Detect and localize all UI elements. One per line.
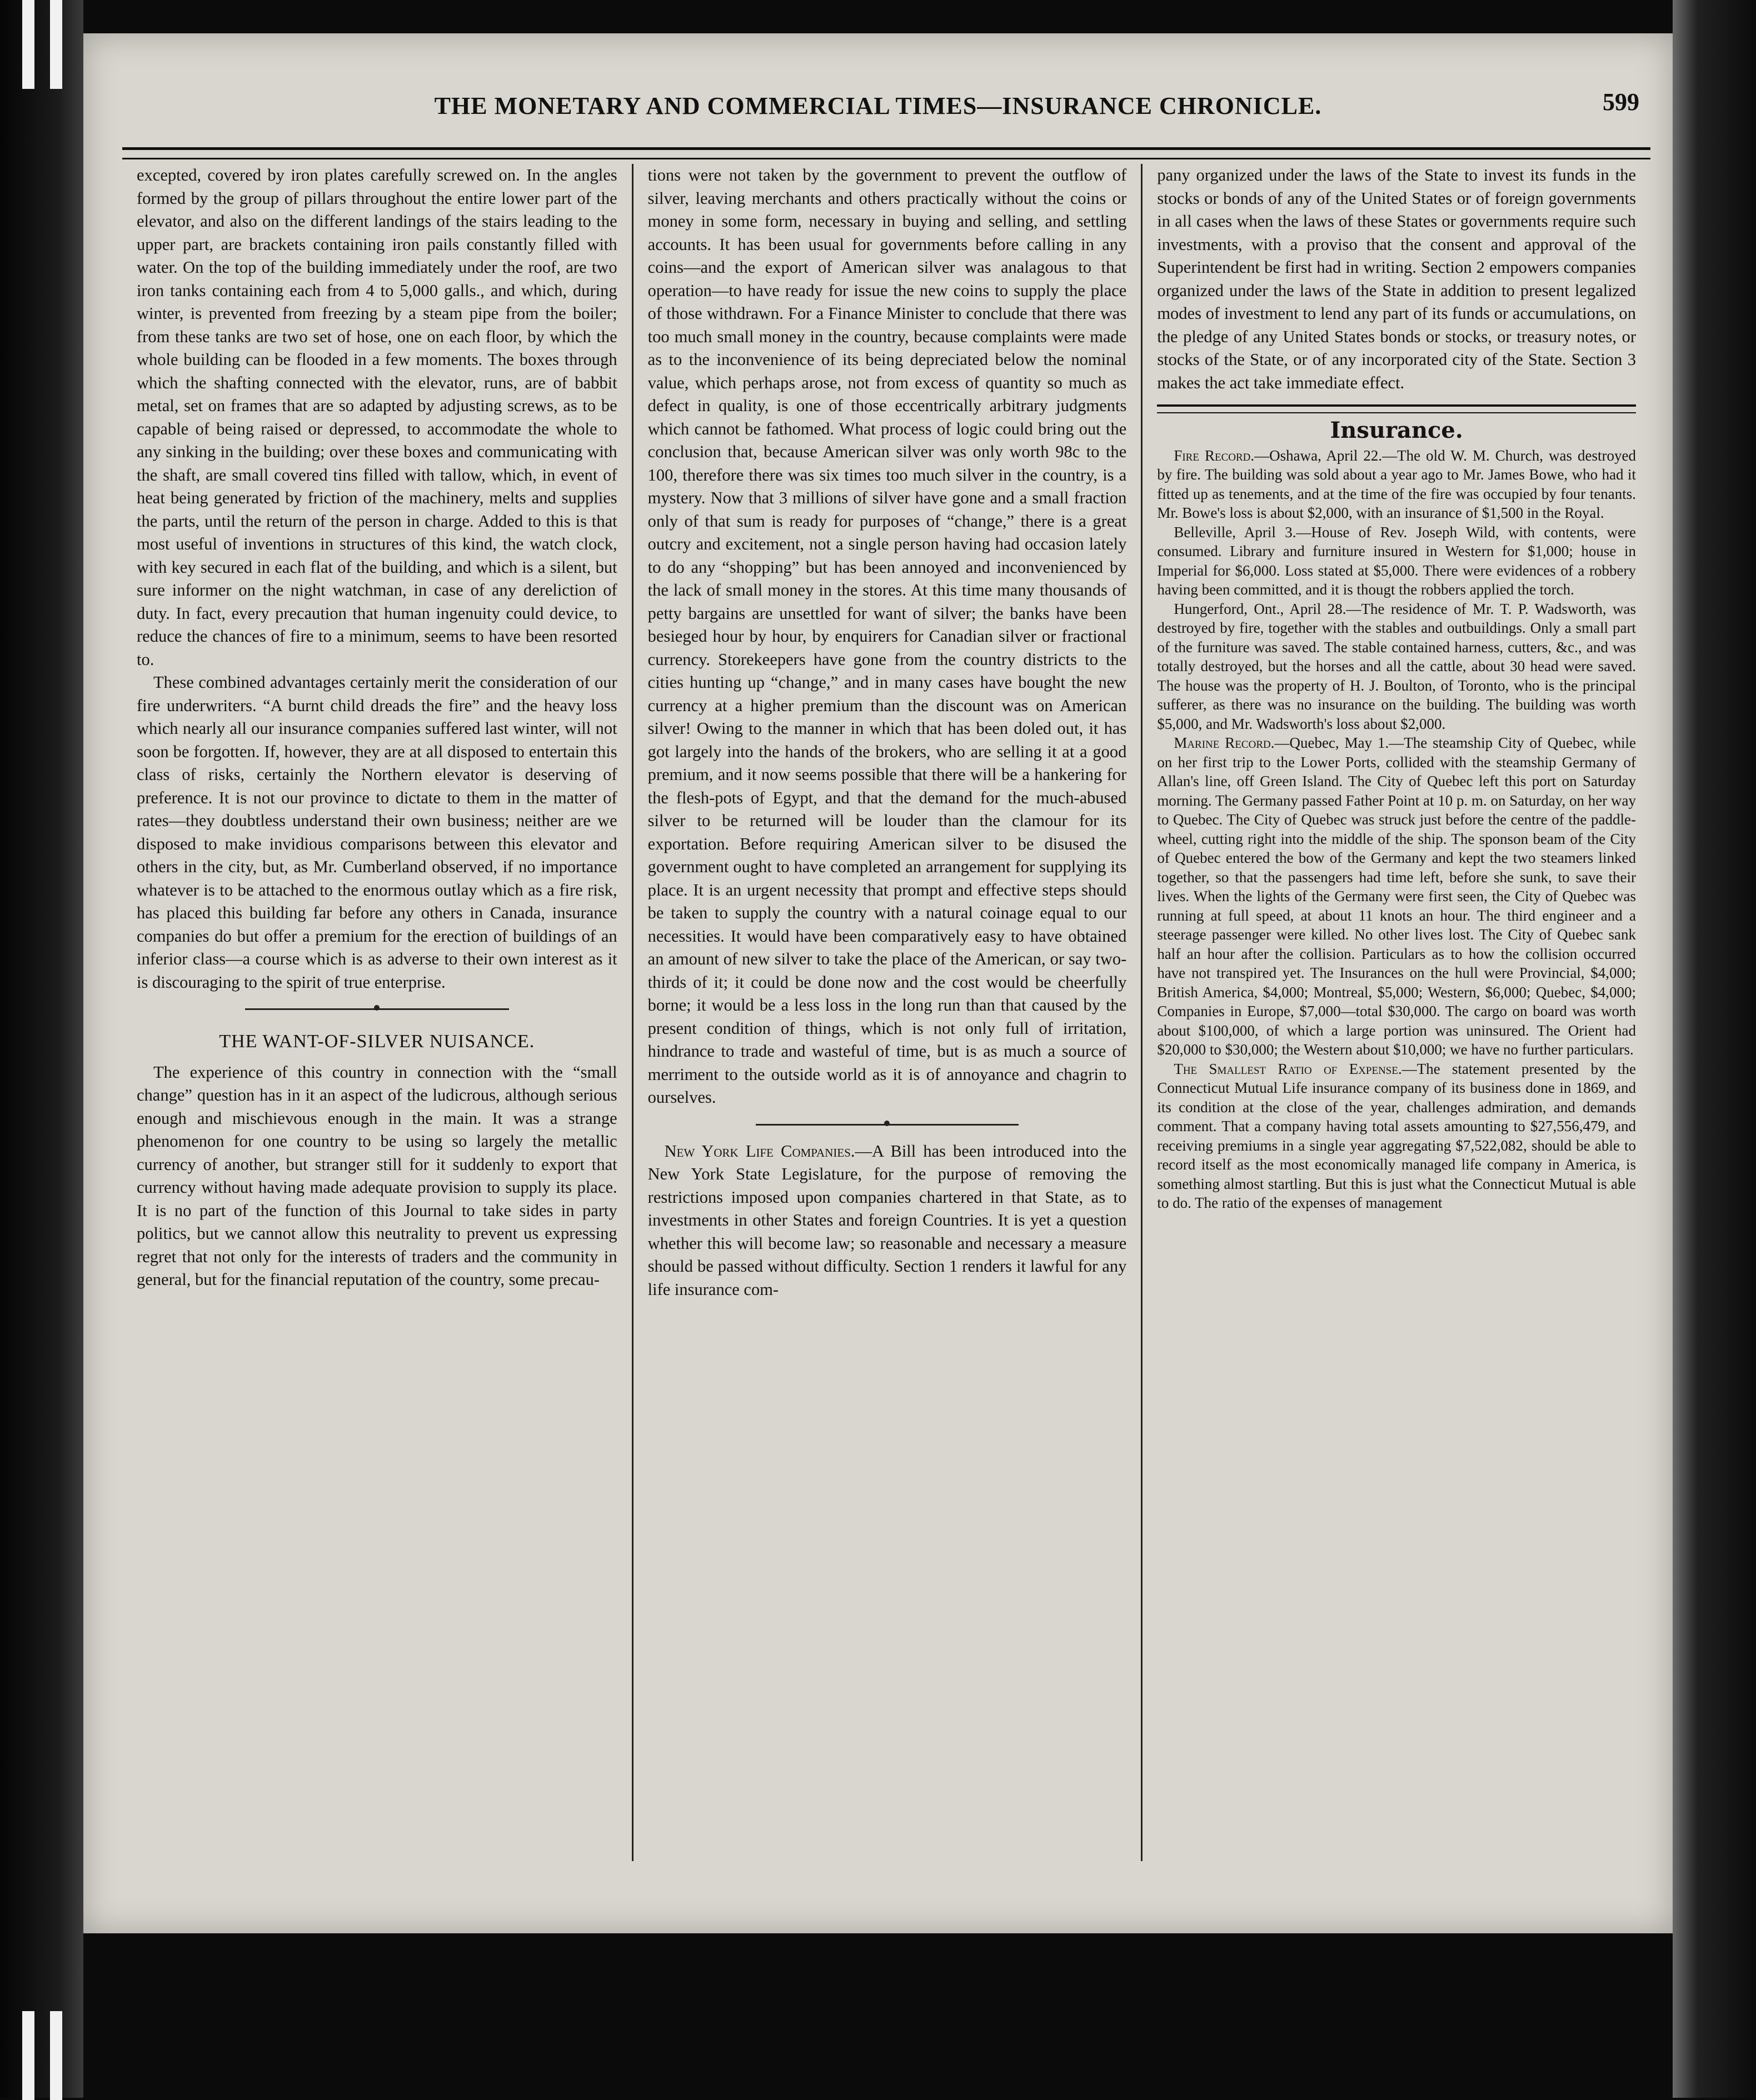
item-text: —A Bill has been introduced into the New York State Legislature, for the purpose of removing the restrictions imposed upon companies chartered in that State, as to investments in other States and foreign Countries. It is yet a question whether this will become law; so reasonable and necessary a measure should be passed without difficulty. Section 1 renders it lawful for any life insurance com- bbox=[647, 1141, 1127, 1299]
ornament-divider bbox=[245, 1008, 510, 1013]
news-item: Belleville, April 3.—House of Rev. Joseph Wild, with contents, were consumed. Library and furniture insured in Western for $1,000; house in Imperial for $6,000. Loss stated at $5,000. There were evidences of a robbery having been committed, and it is thougt the robbers applied the torch. bbox=[1157, 523, 1636, 598]
news-item bbox=[1157, 1059, 1636, 1213]
section-rule bbox=[1157, 404, 1636, 413]
article-paragraph: These combined advantages certainly merit the consideration of our fire underwriters. “A burnt child dreads the fire” and the heavy loss which nearly all our insurance companies suffered last winter, will not soon be forgotten. If, however, they are at all disposed to entertain this class of risks, certainly the Northern elevator is deserving of preference. It is not our province to dictate to them in the matter of rates—they doubtless understand their own business; neither are we disposed to make invidious comparisons between this elevator and others in the city, but, as Mr. Cumberland observed, if no importance whatever is to be attached to the enormous outlay which as a fire risk, has placed this building far before any others in Canada, insurance companies do but offer a premium for the erection of buildings of an inferior class—a course which is as adverse to their own interest as it is discouraging to the spirit of true enterprise. bbox=[137, 673, 617, 992]
page-number: 599 bbox=[1603, 88, 1639, 116]
item-lead: New York Life Companies. bbox=[664, 1141, 855, 1161]
header-rule bbox=[122, 147, 1650, 159]
film-left-gutter bbox=[0, 0, 83, 2098]
article-paragraph: pany organized under the laws of the State to invest its funds in the stocks or bonds of any of the United States or of foreign governments in all cases when the laws of these States or governments require such investments, with a proviso that the consent and approval of the Superintendent be first had in writing. Section 2 empowers companies organized under the laws of the State in addition to present legalized modes of investment to lend any part of its funds or accumulations, on the pledge of any United States bonds or stocks, or treasury notes, or stocks of the State, or of any incorporated city of the State. Section 3 makes the act take immediate effect. bbox=[1157, 166, 1636, 392]
page-title: THE MONETARY AND COMMERCIAL TIMES—INSURANCE CHRONICLE. bbox=[434, 92, 1322, 119]
ornament-divider bbox=[756, 1124, 1019, 1129]
article-paragraph: excepted, covered by iron plates carefully screwed on. In the angles formed by the group of pillars throughout the entire lower part of the elevator, and also on the different landings of the stairs leading to the upper part, are brackets containing iron pails constantly filled with water. On the top of the building immediately under the roof, are two iron tanks containing each from 4 to 5,000 galls., and which, during winter, is prevented from freezing by a steam pipe from the boiler; from these tanks are two set of hose, one on each floor, by which the whole building can be flooded in a few moments. The boxes through which the shafting connected with the elevator, runs, are of babbit metal, set on frames that are so adapted by adjusting screws, as to be capable of being raised or depressed, to accommodate the whole to any sinking in the building; over these boxes and communicating with the shaft, are small covered tins filled with tallow, which, in event of heat being generated by friction of the machinery, melts and supplies the parts, until the return of the person in charge. Added to this is that most useful of inventions in structures of this kind, the watch clock, with key secured in each flat of the building, and which is a silent, but sure informer on the night watchman, in case of any dereliction of duty. In fact, every precaution that human ingenuity could device, to reduce the chances of fire to a minimum, seems to have been resorted to. bbox=[137, 166, 617, 669]
item-lead: Fire Record. bbox=[1174, 447, 1255, 464]
section-heading: Insurance. bbox=[1330, 417, 1463, 443]
film-sprocket-mark bbox=[50, 2011, 62, 2100]
item-lead: Marine Record. bbox=[1174, 734, 1275, 751]
news-item bbox=[1157, 446, 1636, 523]
column-3 bbox=[1141, 164, 1650, 1861]
text-columns bbox=[122, 164, 1650, 1861]
item-text: —The statement presented by the Connecticut Mutual Life insurance company of its business done in 1869, and its condition at the close of the year, challenges admiration, and demands comment. That a company having total assets amounting to $27,556,479, and receiving premiums in a single year aggregating $7,522,082, should be able to record itself as the most economically managed life company in America, is something almost startling. But this is just what the Connecticut Mutual is able to do. The ratio of the expenses of management bbox=[1157, 1060, 1636, 1211]
film-right-edge bbox=[1673, 0, 1756, 2098]
article-paragraph: tions were not taken by the government to prevent the outflow of silver, leaving merchants and others practically without the coins or money in some form, necessary in buying and selling, and settling accounts. It has been usual for governments before calling in any coins—and the export of American silver was analagous to that operation—to have ready for issue the new coins to supply the place of those withdrawn. For a Finance Minister to conclude that there was too much small money in the country, because complaints were made as to the inconvenience of its being depreciated below the nominal value, which perhaps arose, not from excess of quantity so much as defect in quality, is one of those eccentrically arbitrary judgments which cannot be fathomed. What process of logic could bring out the conclusion that, because American silver was only worth 98c to the 100, therefore there was six times too much silver in the country, is a mystery. Now that 3 millions of silver have gone and a small fraction only of that sum is ready for purposes of “change,” there is a great outcry and excitement, not a single person having had occasion lately to do any “shopping” but has been annoyed and inconvenienced by the lack of small money in the stores. At this time many thousands of petty bargains are unsettled for want of silver; the banks have been besieged hour by hour, by enquirers for Canadian silver or fractional currency. Storekeepers have gone from the country districts to the cities hunting up “change,” and in many cases have bought the new currency at a higher premium than the discount was on American silver! Owing to the manner in which that has been doled out, it has got largely into the hands of the brokers, who are selling it at a good premium, and it now seems possible that there will be a hankering for the flesh-pots of Egypt, and that the demand for the much-abused silver to be returned will be louder than the clamour for its exportation. Before requiring American silver to be disused the government ought to have completed an arrangement for supplying its place. It is an urgent necessity that prompt and effective steps should be taken to supply the country with a natural coinage equal to our necessities. It would have been comparatively easy to have obtained an amount of new silver to take the place of the American, or say two-thirds of it; it could be done now and the cost would be cheerfully borne; it would be a less loss in the long run than that caused by the present condition of things, which is not only full of irritation, hindrance to trade and wasteful of time, but is as much a source of merriment to the outside world as it is of annoyance and chagrin to ourselves. bbox=[647, 166, 1127, 1107]
item-text: —Oshawa, April 22.—The old W. M. Church, was destroyed by fire. The building was sold about a year ago to Mr. James Bowe, who had it fitted up as tenements, and at the time of the fire was occupied by four tenants. Mr. Bowe's loss is about $2,000, with an insurance of $1,500 in the Royal. bbox=[1157, 447, 1637, 521]
column-1 bbox=[122, 164, 632, 1861]
item-lead: The Smallest Ratio of Expense. bbox=[1174, 1060, 1402, 1077]
item-text: —Quebec, May 1.—The steamship City of Quebec, while on her first trip to the Lower Ports, collided with the steamship Germany of Allan's line, off Green Island. The City of Quebec left this port on Saturday morning. The Germany passed Father Point at 10 p. m. on Saturday, on her way to Quebec. The City of Quebec was struck just before the centre of the paddle-wheel, cutting right into the middle of the ship. The sponson beam of the City of Quebec entered the bow of the Germany and kept the two steamers linked together, so that the passengers had time left, before she sunk, to save their lives. When the lights of the Germany were first seen, the City of Quebec was running at full speed, at about 11 knots an hour. The third engineer and a steerage passenger were killed. No other lives lost. The City of Quebec sank half an hour after the collision. Particulars as to how the collision occurred have not transpired yet. The Insurances on the hull were Provincial, $4,000; British America, $4,000; Montreal, $5,000; Western, $6,000; Quebec, $4,000; Companies in Europe, $7,000—total $30,000. The cargo on board was worth about $100,000, of which a large portion was uninsured. The Orient had $20,000 to $30,000; the Western about $10,000; we have no further particulars. bbox=[1157, 734, 1637, 1058]
article-paragraph: The experience of this country in connection with the “small change” question has in it an aspect of the ludicrous, although serious enough and mischievous enough in the main. It was a strange phenomenon for one country to be using so largely the metallic currency of another, but stranger still for it suddenly to export that currency without having made adequate provision to supply its place. It is no part of the function of this Journal to take sides in party politics, but we cannot allow this neutrality to prevent us expressing regret that not only for the interests of traders and the community in general, but for the financial reputation of the country, some precau- bbox=[137, 1062, 617, 1289]
column-2 bbox=[632, 164, 1141, 1861]
news-item: Hungerford, Ont., April 28.—The residence of Mr. T. P. Wadsworth, was destroyed by fire, together with the stables and outbuildings. Only a small part of the furniture was saved. The stable contained harness, cutters, &c., and was totally destroyed, but the horses and all the cattle, about 30 head were saved. The house was the property of H. J. Boulton, of Toronto, who is the principal sufferer, as there was no insurance on the building. The building was worth $5,000, and Mr. Wadsworth's loss about $2,000. bbox=[1157, 600, 1636, 732]
article-heading: THE WANT-OF-SILVER NUISANCE. bbox=[219, 1031, 535, 1052]
news-item bbox=[1157, 733, 1636, 1059]
newspaper-page bbox=[83, 33, 1673, 1933]
film-sprocket-mark bbox=[22, 0, 34, 89]
film-sprocket-mark bbox=[22, 2011, 34, 2100]
article-paragraph bbox=[648, 1140, 1127, 1302]
page-header bbox=[106, 72, 1650, 139]
film-sprocket-mark bbox=[50, 0, 62, 89]
